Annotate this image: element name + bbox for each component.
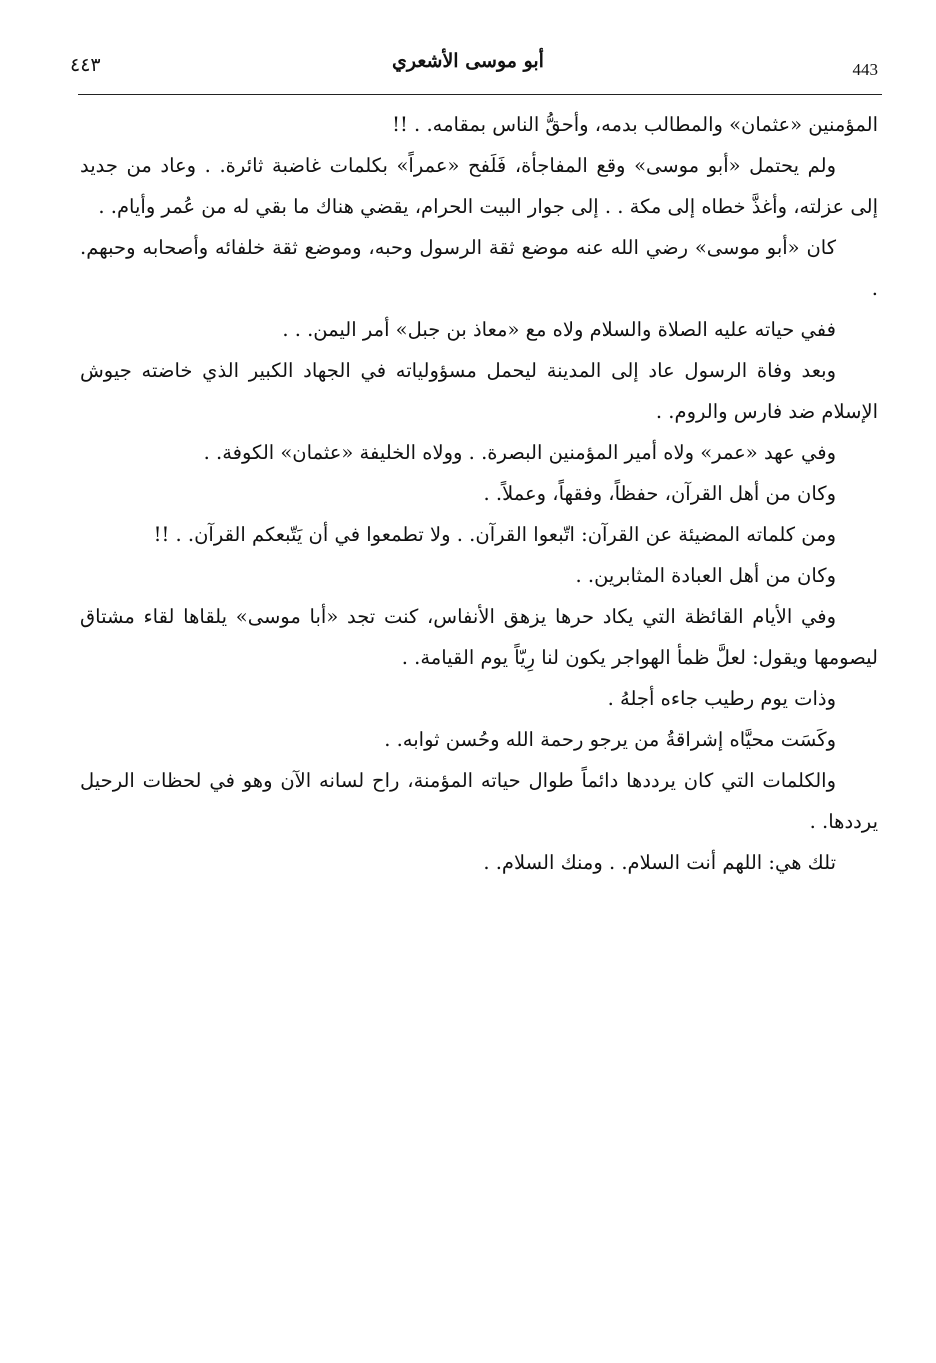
paragraph: وفي عهد «عمر» ولاه أمير المؤمنين البصرة. . وولاه الخليفة «عثمان» الكوفة. . — [203, 441, 836, 464]
paragraph: ولم يحتمل «أبو موسى» وقع المفاجأة، فَلَفح «عمراً» بكلمات غاضبة ثائرة. . وعاد من جديد إلى عزلته، وأغذَّ خطاه إلى مكة . . إلى جوار البيت الحرام، يقضي هناك ما بقي له من عُمر وأيام. . — [80, 154, 878, 218]
paragraph: ومن كلماته المضيئة عن القرآن: اتّبعوا القرآن. . ولا تطمعوا في أن يَتّبعكم القرآن. . !! — [153, 523, 836, 546]
paragraph: وكَسَت محيَّاه إشراقةُ من يرجو رحمة الله وحُسن ثوابه. . — [384, 728, 836, 751]
running-title: أبو موسى الأشعري — [392, 50, 544, 72]
paragraph: وكان من أهل القرآن، حفظاً، وفقهاً، وعملاً. . — [483, 482, 836, 505]
paragraph: المؤمنين «عثمان» والمطالب بدمه، وأحقُّ الناس بمقامه. . !! — [392, 113, 878, 136]
body-text — [80, 104, 878, 883]
paragraph: وكان من أهل العبادة المثابرين. . — [575, 564, 836, 587]
paragraph: وبعد وفاة الرسول عاد إلى المدينة ليحمل مسؤولياته في الجهاد الكبير الذي خاضته جيوش الإسلام ضد فارس والروم. . — [80, 359, 878, 423]
header-rule — [78, 94, 882, 95]
page-number: 443 — [852, 60, 878, 79]
paragraph: ففي حياته عليه الصلاة والسلام ولاه مع «معاذ بن جبل» أمر اليمن. . . — [282, 318, 836, 341]
paragraph: وذات يوم رطيب جاءه أجلهُ . — [607, 687, 836, 710]
paragraph: كان «أبو موسى» رضي الله عنه موضع ثقة الرسول وحبه، وموضع ثقة خلفائه وأصحابه وحبهم. . — [80, 236, 878, 300]
paragraph: تلك هي: اللهم أنت السلام. . ومنك السلام. . — [483, 851, 836, 874]
paragraph: وفي الأيام القائظة التي يكاد حرها يزهق الأنفاس، كنت تجد «أبا موسى» يلقاها لقاء مشتاق ليصومها ويقول: لعلَّ ظمأ الهواجر يكون لنا رِيّاً يوم القيامة. . — [80, 605, 878, 669]
page-number-arabic: ٤٤٣ — [70, 54, 101, 76]
paragraph: والكلمات التي كان يرددها دائماً طوال حياته المؤمنة، راح لسانه الآن وهو في لحظات الرحيل يرددها. . — [80, 769, 878, 833]
